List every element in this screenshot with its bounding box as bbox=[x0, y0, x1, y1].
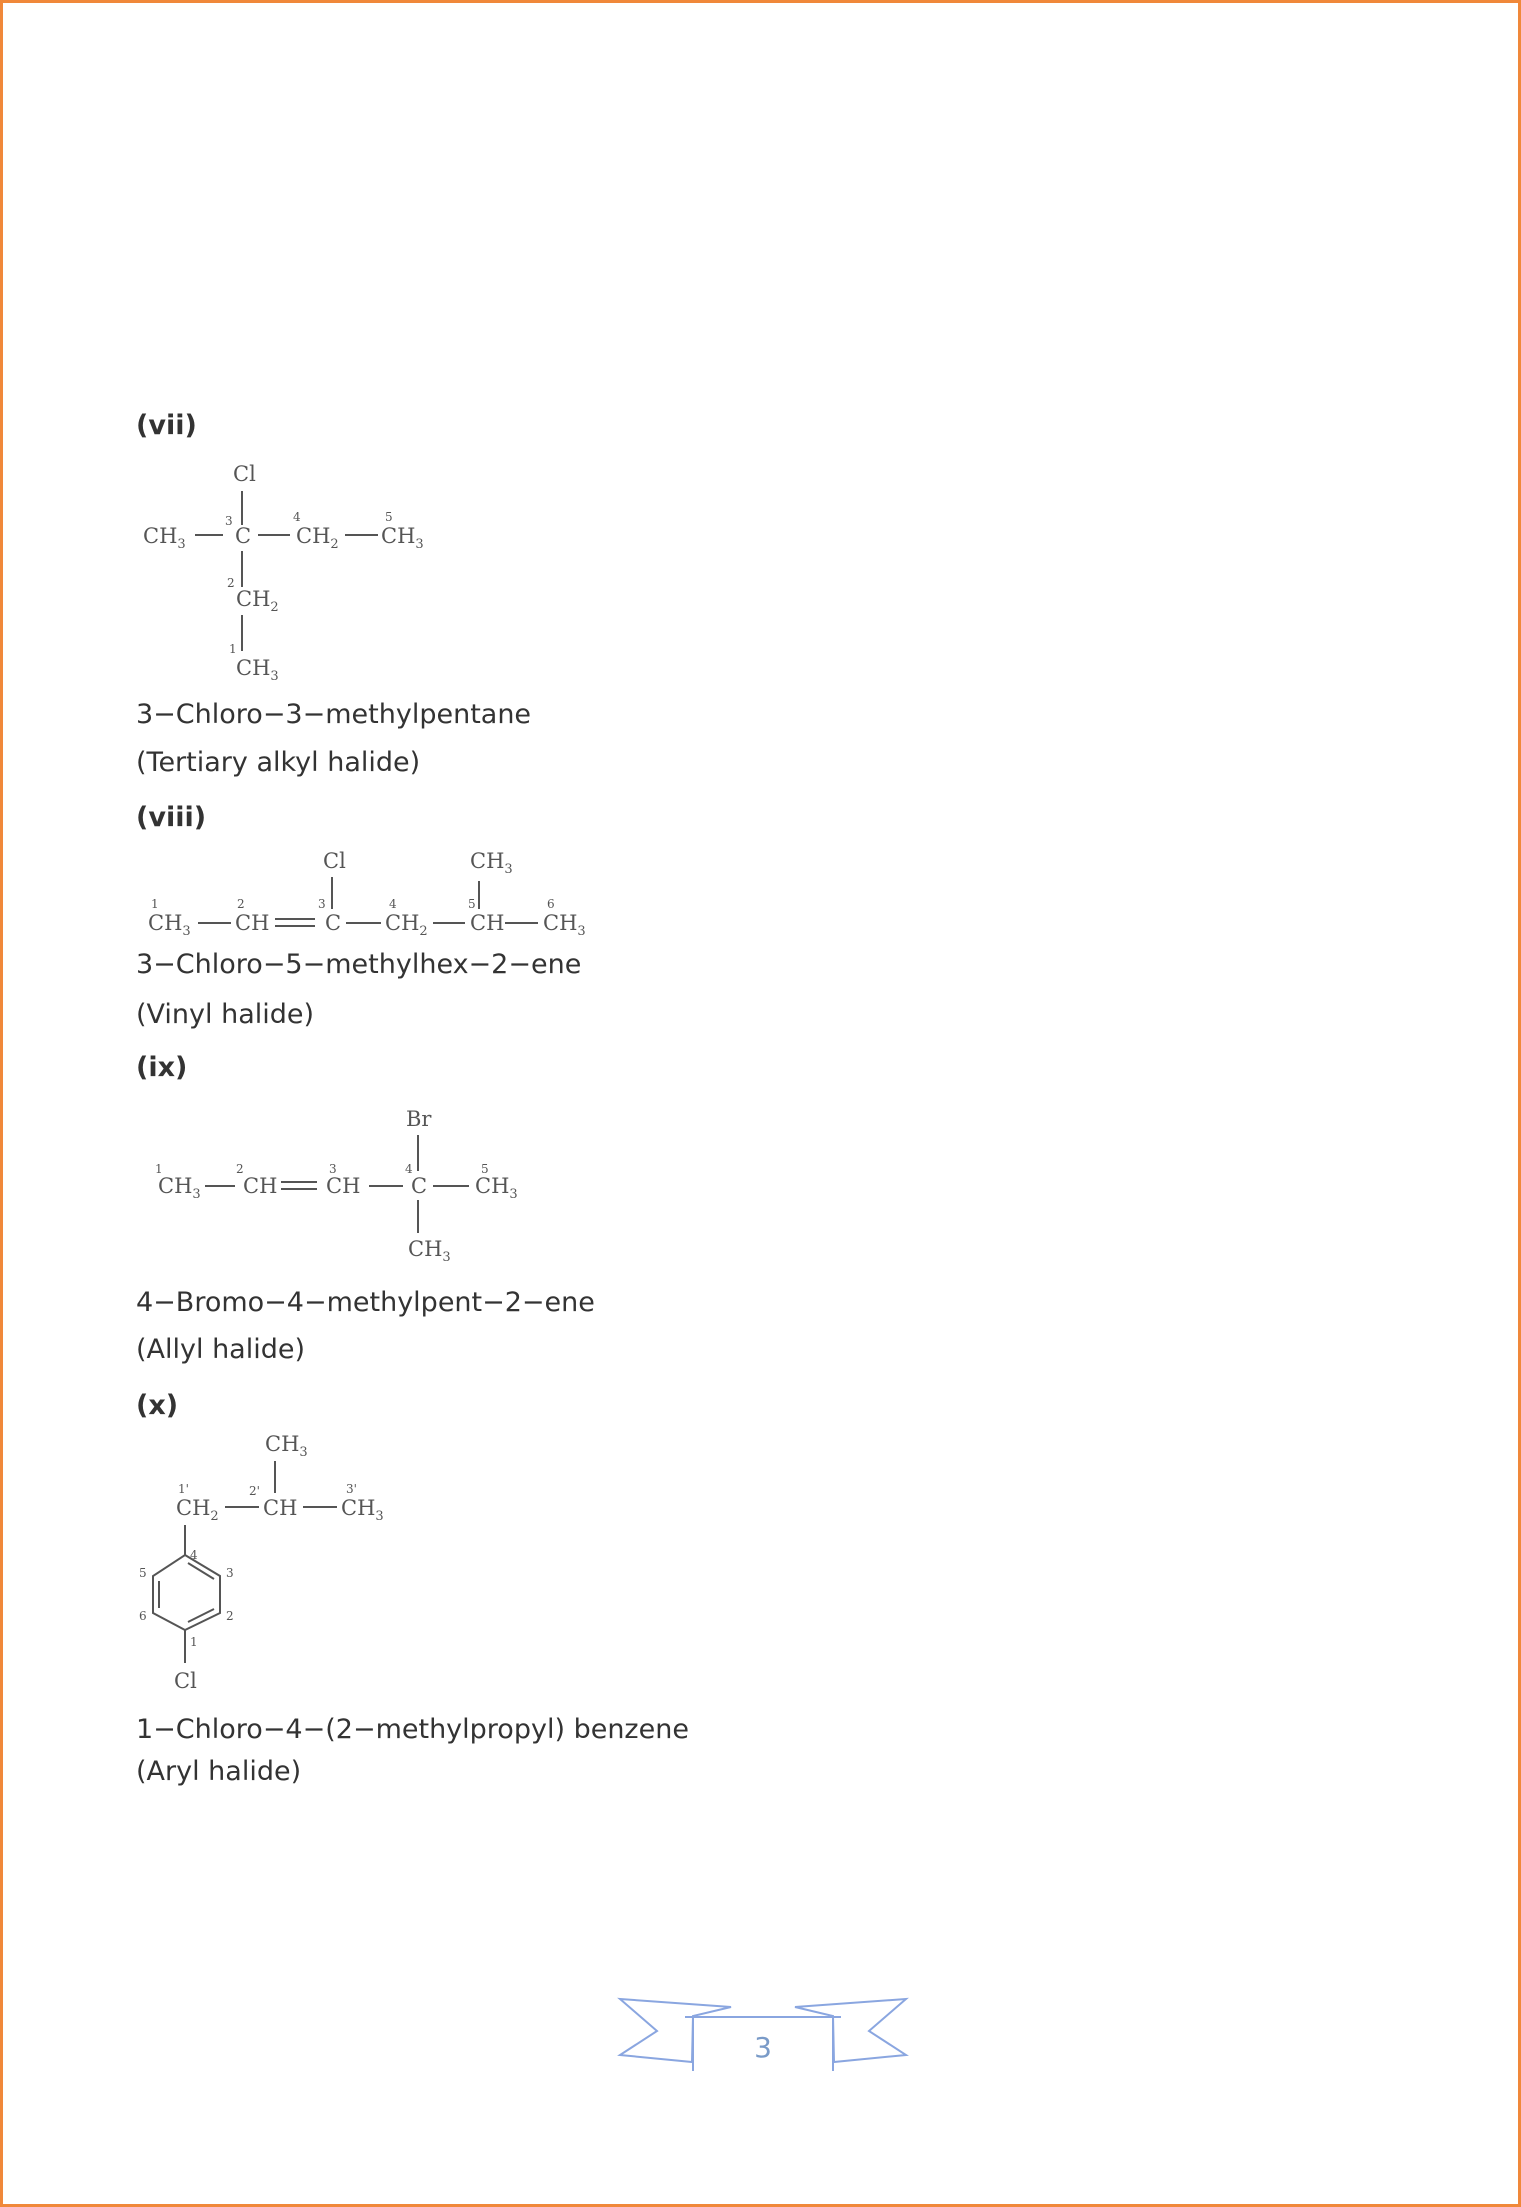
locant: 5 bbox=[481, 1162, 489, 1176]
locant: 1 bbox=[151, 897, 159, 911]
atom: $CH_2$ bbox=[236, 587, 279, 615]
compound-name: 3−Chloro−3−methylpentane bbox=[136, 699, 532, 730]
locant: 4 bbox=[389, 897, 397, 911]
compound-type: (Aryl halide) bbox=[136, 1756, 302, 1787]
compound-type: (Allyl halide) bbox=[136, 1334, 306, 1365]
atom: CH bbox=[235, 911, 270, 935]
locant: 1 bbox=[155, 1162, 163, 1176]
benzene-ring bbox=[153, 1555, 220, 1630]
structure-vii bbox=[143, 462, 424, 684]
item-label: (vii) bbox=[136, 410, 197, 441]
atom: $CH_3$ bbox=[236, 656, 279, 684]
item-label: (x) bbox=[136, 1390, 179, 1421]
atom: $CH_3$ bbox=[408, 1237, 451, 1265]
atom: $CH_2$ bbox=[296, 524, 339, 552]
locant: 5 bbox=[385, 510, 393, 524]
compound-name: 1−Chloro−4−(2−methylpropyl) benzene bbox=[136, 1714, 689, 1745]
atom: C bbox=[325, 911, 342, 935]
atom: $CH_3$ bbox=[470, 849, 513, 877]
locant: 3 bbox=[225, 514, 233, 528]
atom: CH bbox=[326, 1174, 361, 1198]
atom: $CH_3$ bbox=[381, 524, 424, 552]
locant: 3 bbox=[226, 1566, 234, 1580]
locant: 5 bbox=[139, 1566, 147, 1580]
atom: $CH_3$ bbox=[158, 1174, 201, 1202]
page-number: 3 bbox=[754, 2031, 772, 2064]
locant: 4 bbox=[405, 1162, 413, 1176]
atom: C bbox=[411, 1174, 428, 1198]
structure-ix bbox=[155, 1107, 518, 1265]
atom: $CH_3$ bbox=[265, 1432, 308, 1460]
atom: $CH_3$ bbox=[341, 1496, 384, 1524]
atom: $CH_3$ bbox=[143, 524, 186, 552]
locant: 2 bbox=[226, 1609, 234, 1623]
locant: 2 bbox=[236, 1162, 244, 1176]
item-label: (viii) bbox=[136, 802, 207, 833]
page-number-ribbon bbox=[620, 1999, 906, 2071]
atom: C bbox=[235, 524, 252, 548]
atom: Cl bbox=[174, 1669, 197, 1693]
locant: 2' bbox=[249, 1484, 260, 1498]
atom: $CH_2$ bbox=[176, 1496, 219, 1524]
compound-name: 3−Chloro−5−methylhex−2−ene bbox=[136, 949, 582, 980]
locant: 3' bbox=[346, 1482, 357, 1496]
atom: CH bbox=[243, 1174, 278, 1198]
atom: Cl bbox=[233, 462, 256, 486]
atom: Cl bbox=[323, 849, 346, 873]
locant: 3 bbox=[318, 897, 326, 911]
structures bbox=[3, 3, 1521, 2207]
locant: 1 bbox=[190, 1635, 198, 1649]
locant: 2 bbox=[237, 897, 245, 911]
locant: 6 bbox=[139, 1609, 147, 1623]
locant: 4 bbox=[190, 1548, 198, 1562]
atom: CH bbox=[263, 1496, 298, 1520]
atom: CH bbox=[470, 911, 505, 935]
atom: $CH_3$ bbox=[543, 911, 586, 939]
locant: 6 bbox=[547, 897, 555, 911]
atom: $CH_3$ bbox=[475, 1174, 518, 1202]
locant: 1' bbox=[178, 1482, 189, 1496]
locant: 1 bbox=[229, 642, 237, 656]
compound-type: (Vinyl halide) bbox=[136, 999, 315, 1030]
item-label: (ix) bbox=[136, 1052, 188, 1083]
locant: 3 bbox=[329, 1162, 337, 1176]
compound-name: 4−Bromo−4−methylpent−2−ene bbox=[136, 1287, 595, 1318]
atom: Br bbox=[406, 1107, 432, 1131]
locant: 4 bbox=[293, 510, 301, 524]
atom: $CH_2$ bbox=[385, 911, 428, 939]
locant: 5 bbox=[468, 897, 476, 911]
atom: $CH_3$ bbox=[148, 911, 191, 939]
structure-x bbox=[139, 1432, 384, 1693]
compound-type: (Tertiary alkyl halide) bbox=[136, 747, 421, 778]
structure-viii bbox=[148, 849, 586, 939]
locant: 2 bbox=[227, 576, 235, 590]
